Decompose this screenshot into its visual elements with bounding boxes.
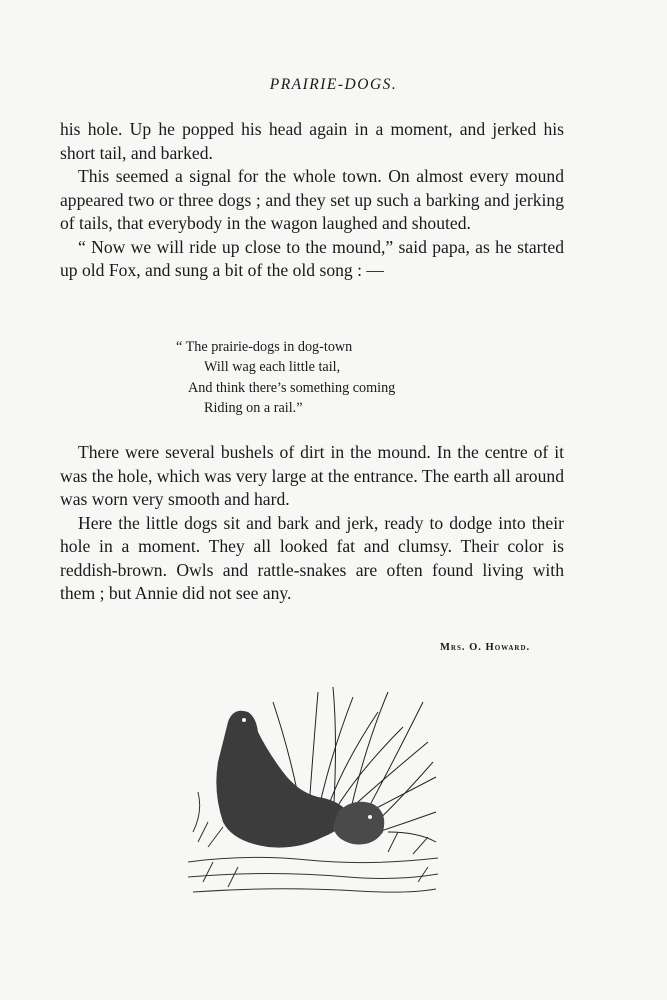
poem-line-1: “ The prairie-dogs in dog-town bbox=[176, 339, 353, 355]
text-block-bottom bbox=[60, 441, 564, 606]
paragraph-5: Here the little dogs sit and bark and jerk, ready to dodge into their hole in a moment. They all looked fat and clumsy. Their color is reddish-brown. Owls and rattle-snakes are often found living with them ; but Annie did not see any. bbox=[60, 512, 564, 603]
paragraph-4: There were several bushels of dirt in the mound. In the centre of it was the hole, which was very large at the entrance. The earth all around was worn very smooth and hard. bbox=[60, 442, 564, 509]
paragraph-1: his hole. Up he popped his head again in a moment, and jerked his short tail, and barked. bbox=[60, 119, 564, 163]
author-signature: Mrs. O. Howard. bbox=[440, 642, 531, 653]
poem-line-3: And think there’s something coming bbox=[188, 379, 396, 396]
paragraph-3: “ Now we will ride up close to the mound,” said papa, as he started up old Fox, and sung a bit of the old song : — bbox=[60, 236, 564, 280]
poem-line-2: Will wag each little tail, bbox=[204, 359, 341, 376]
prairie-dog-engraving bbox=[188, 682, 438, 897]
text-block-top bbox=[60, 118, 564, 283]
poem-stanza bbox=[176, 337, 395, 418]
poem-line-4: Riding on a rail.” bbox=[204, 399, 303, 416]
running-head: PRAIRIE-DOGS. bbox=[269, 76, 398, 93]
paragraph-2: This seemed a signal for the whole town. On almost every mound appeared two or three dogs ; and they set up such a barking and jerking of tails, that everybody in the wagon laughed and shouted. bbox=[60, 166, 564, 233]
